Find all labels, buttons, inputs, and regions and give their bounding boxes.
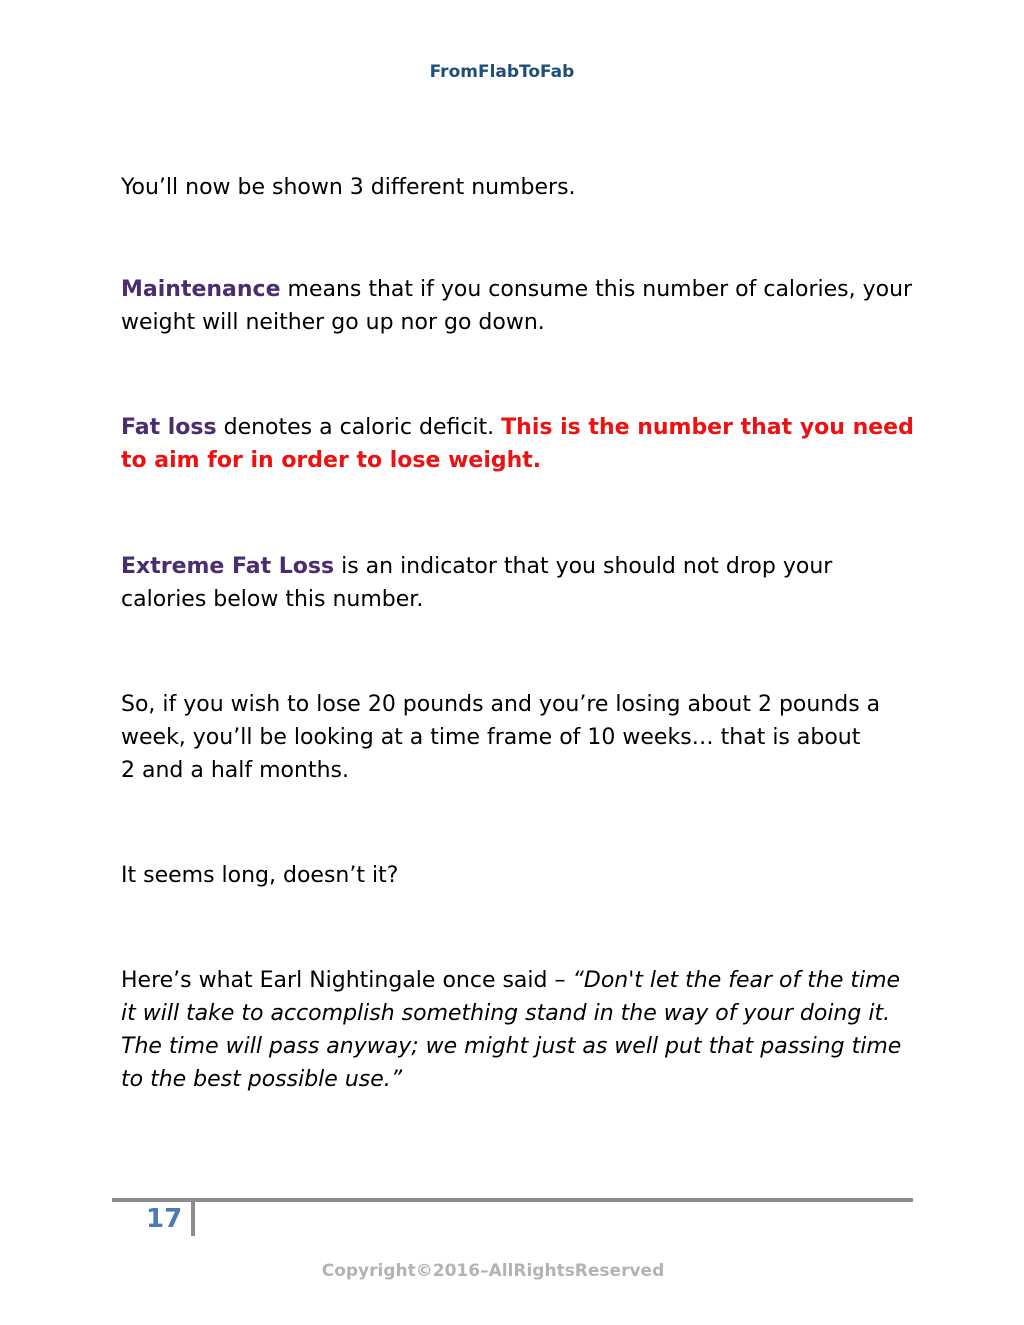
fat-loss-text: denotes a caloric deficit. (216, 415, 502, 440)
example-paragraph: So, if you wish to lose 20 pounds and you’re losing about 2 pounds a week, you’ll be looking at a time frame of 10 weeks… that is about 2 and a half months. (121, 692, 881, 783)
question-paragraph: It seems long, doesn’t it? (121, 863, 399, 888)
intro-paragraph: You’ll now be shown 3 different numbers. (121, 175, 576, 200)
running-header: FromFlabToFab (429, 62, 575, 82)
fat-loss-paragraph (121, 411, 921, 477)
quote-intro: Here’s what Earl Nightingale once said – (121, 968, 573, 993)
maintenance-paragraph (121, 273, 921, 339)
fat-loss-highlight: This is the number that you need to aim for in order to lose weight. (121, 415, 914, 473)
extreme-fat-loss-term: Extreme Fat Loss (121, 554, 335, 579)
extreme-fat-loss-text: is an indicator that you should not drop your calories below this number. (121, 554, 833, 612)
quote-paragraph (121, 964, 921, 1096)
maintenance-term: Maintenance (121, 277, 281, 302)
fat-loss-term: Fat loss (121, 415, 217, 440)
copyright-notice: Copyright©2016–AllRightsReserved (321, 1261, 665, 1281)
page-number: 17 (146, 1204, 183, 1234)
quote-text: “Don't let the fear of the time it will take to accomplish something stand in the way of your doing it. The time will pass anyway; we might just as well put that passing time to the best possible use.” (121, 968, 902, 1092)
extreme-fat-loss-paragraph (121, 550, 921, 616)
footer-rule (112, 1198, 913, 1202)
maintenance-text: means that if you consume this number of calories, your weight will neither go up nor go down. (121, 277, 913, 335)
page-number-separator (191, 1200, 195, 1236)
